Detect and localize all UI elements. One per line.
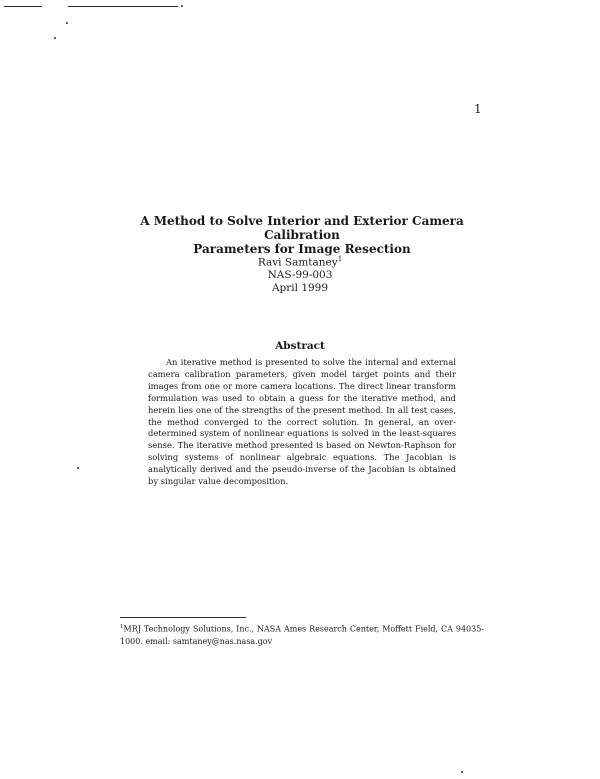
scan-artifact-speck: [54, 37, 56, 39]
paper-title: [118, 214, 486, 256]
author-footnote-mark: 1: [337, 255, 343, 263]
author-name: Ravi Samtaney: [257, 256, 338, 269]
report-number: NAS-99-003: [267, 269, 333, 281]
abstract-body: An iterative method is presented to solve the internal and external camera calibration parameters, given model target points and their images from one or more camera locations. The direct linear transform formulation was used to obtain a guess for the iterative method, and herein lies one of the strengths of the present method. In all test cases, the method converged to the correct solution. In general, an over-determined system of nonlinear equations is solved in the least-squares sense. The iterative method presented is based on Newton-Raphson for solving systems of nonlinear algebraic equations. The Jacobian is analytically derived and the pseudo-inverse of the Jacobian is obtained by singular value decomposition.: [148, 357, 456, 487]
scan-artifact-speck: [66, 22, 68, 24]
scan-artifact-speck: [461, 771, 463, 773]
publication-date: April 1999: [271, 281, 329, 294]
page-number: 1: [474, 102, 482, 116]
scan-artifact-speck: [77, 467, 79, 469]
footnote: [120, 621, 484, 648]
abstract-heading: Abstract: [275, 340, 325, 352]
author-line: [200, 253, 400, 269]
footnote-text: MRJ Technology Solutions, Inc., NASA Ames Research Center, Moffett Field, CA 94035-1000. email: samtaney@nas.nasa.gov: [120, 624, 484, 646]
footnote-mark: 1: [120, 624, 124, 630]
scan-artifact-rule: [4, 6, 42, 7]
title-line-2: Parameters for Image Resection: [193, 242, 411, 256]
scan-artifact-speck: [181, 5, 183, 7]
title-line-1: A Method to Solve Interior and Exterior Camera Calibration: [140, 214, 464, 242]
footnote-rule: [120, 617, 246, 618]
paper-metadata: [200, 253, 400, 294]
scan-artifact-rule: [68, 6, 178, 7]
